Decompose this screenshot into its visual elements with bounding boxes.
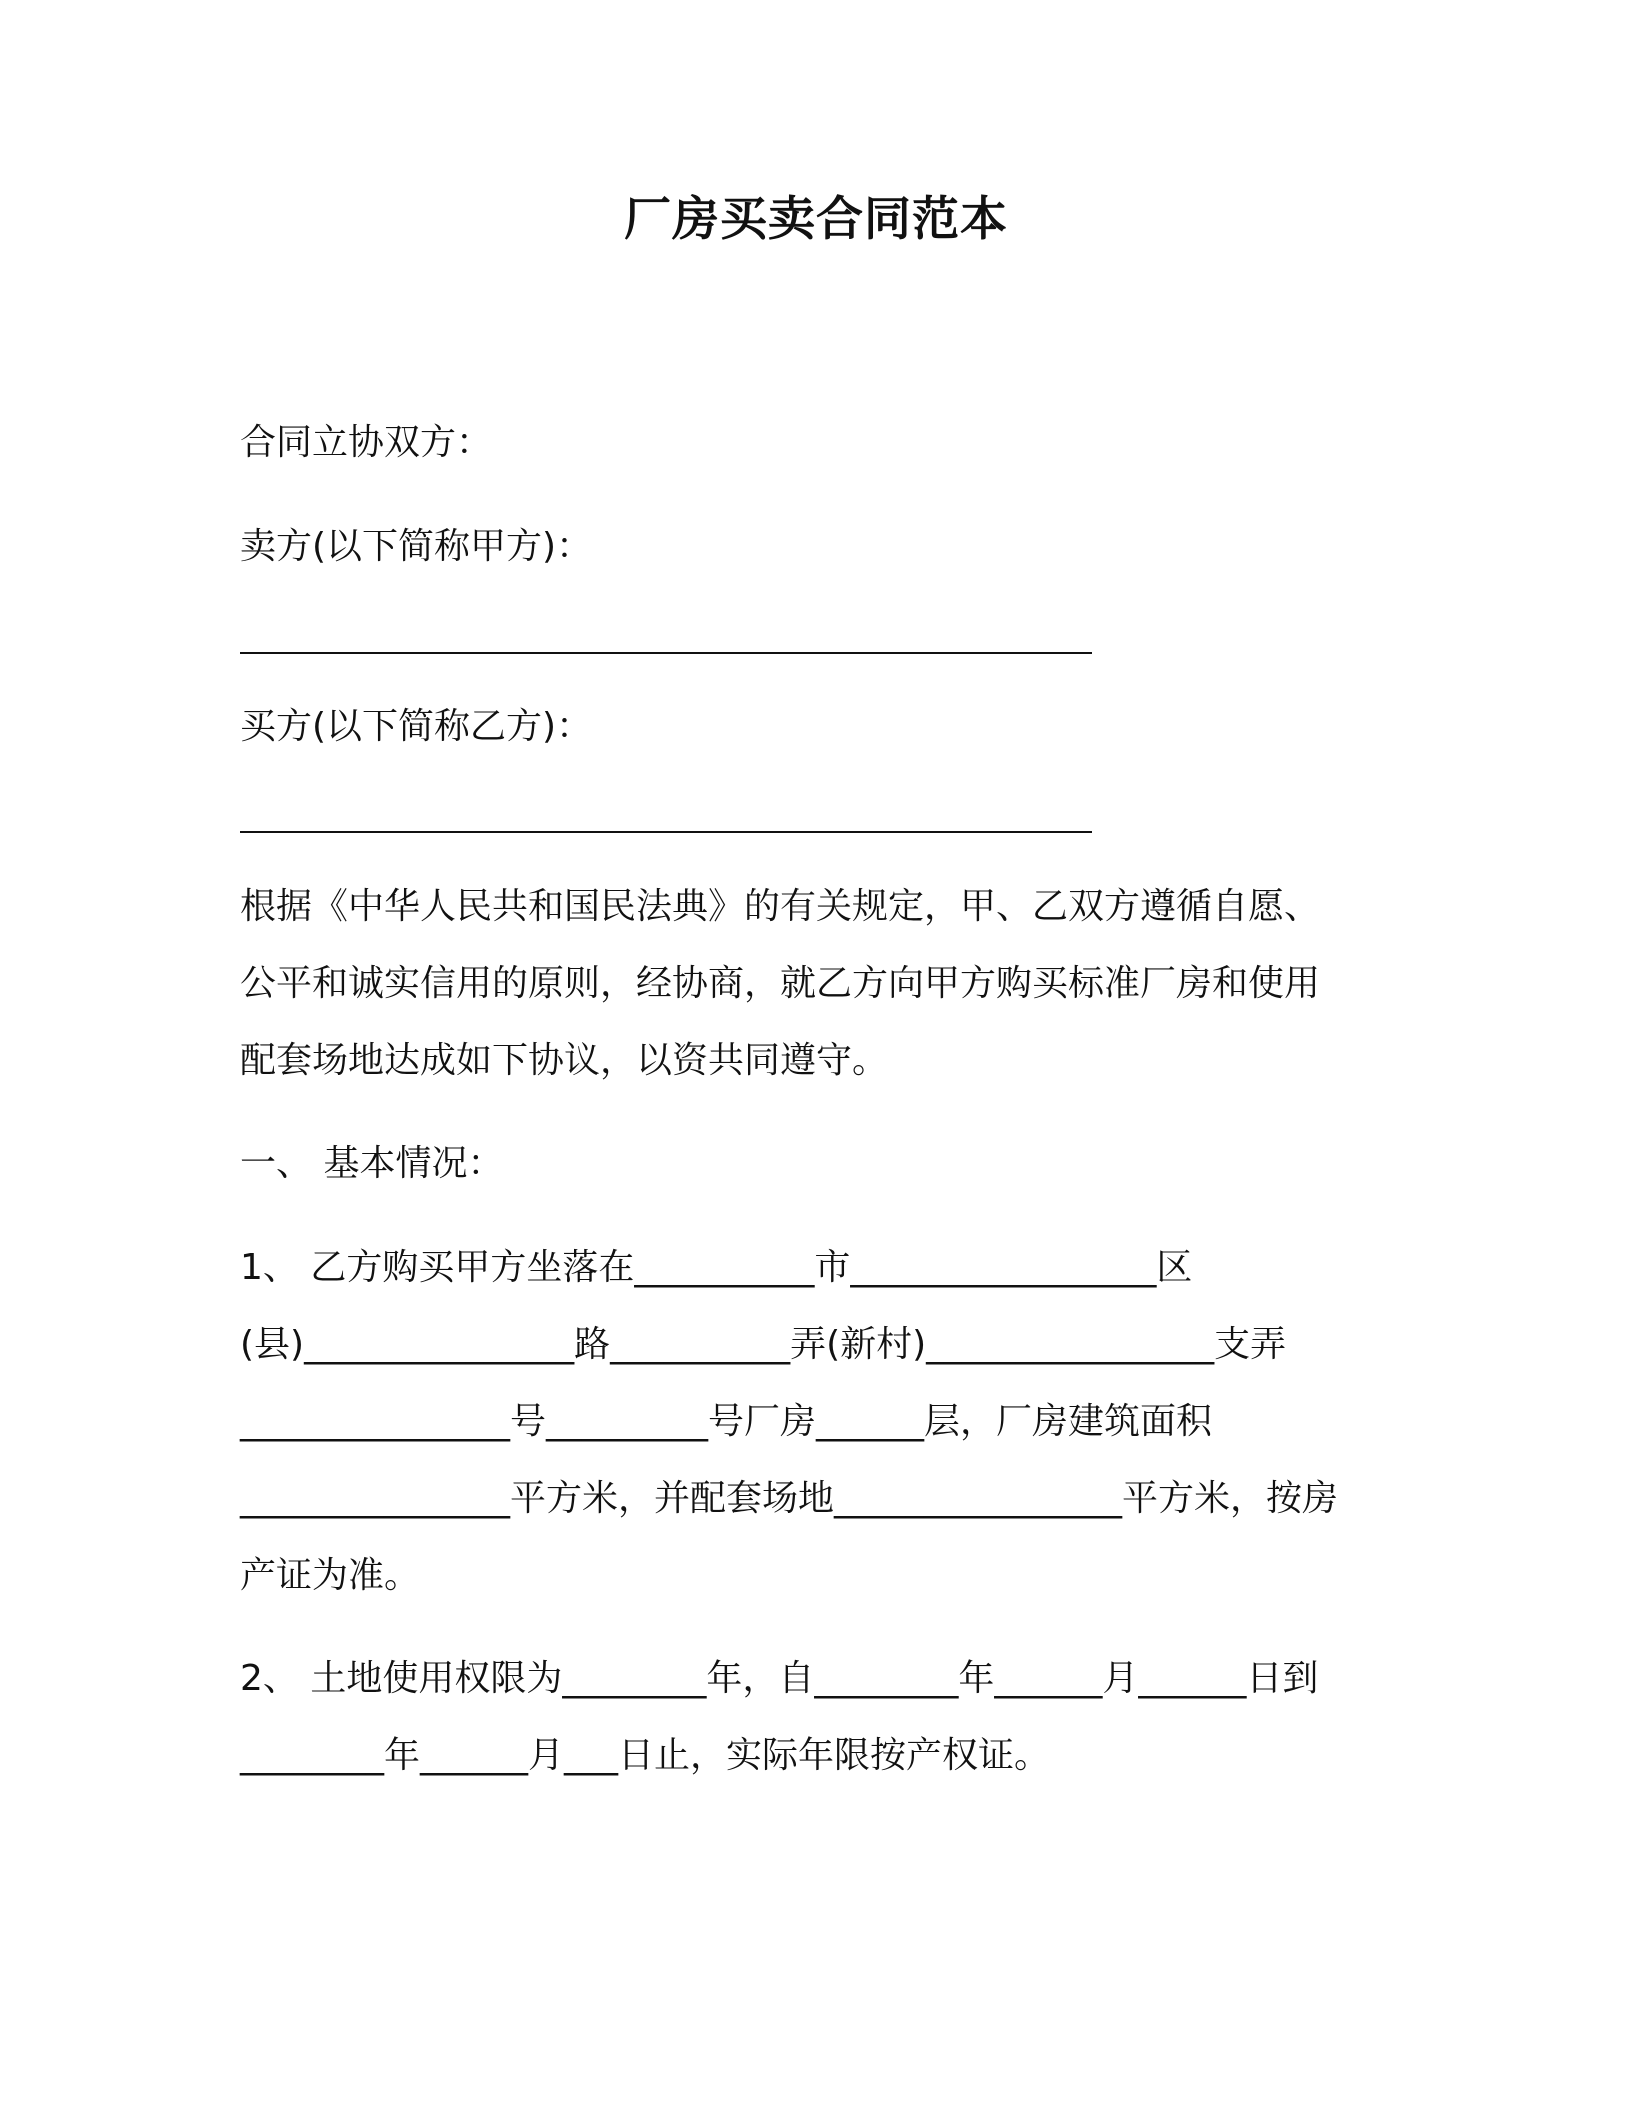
seller-label: 卖方(以下简称甲方)： xyxy=(240,526,593,567)
intro-line: 根据《中华人民共和国民法典》的有关规定，甲、乙双方遵循自愿、 xyxy=(240,886,1321,927)
clause-1-line: 1、 乙方购买甲方坐落在__________市_________________区 xyxy=(240,1247,1193,1288)
parties-heading: 合同立协双方： xyxy=(240,422,493,463)
clause-1-line: _______________平方米，并配套场地________________平方米，按房 xyxy=(240,1478,1339,1519)
section-heading: 一、 基本情况： xyxy=(240,1143,504,1184)
clause-2-line: ________年______月___日止，实际年限按产权证。 xyxy=(240,1735,1051,1776)
clause-1-line: 产证为准。 xyxy=(240,1555,421,1596)
seller-fill-in-line xyxy=(240,652,1092,654)
intro-line: 公平和诚实信用的原则，经协商，就乙方向甲方购买标准厂房和使用 xyxy=(240,963,1321,1004)
clause-2-line: 2、 土地使用权限为________年，自________年______月______日到 xyxy=(240,1658,1319,1699)
clause-1-line: _______________号_________号厂房______层，厂房建筑面积 xyxy=(240,1401,1213,1442)
page-title: 厂房买卖合同范本 xyxy=(624,192,1008,247)
buyer-fill-in-line xyxy=(240,831,1092,833)
intro-line: 配套场地达成如下协议，以资共同遵守。 xyxy=(240,1040,889,1081)
buyer-label: 买方(以下简称乙方)： xyxy=(240,706,593,747)
clause-1-line: (县)_______________路__________弄(新村)________________支弄 xyxy=(240,1324,1287,1365)
